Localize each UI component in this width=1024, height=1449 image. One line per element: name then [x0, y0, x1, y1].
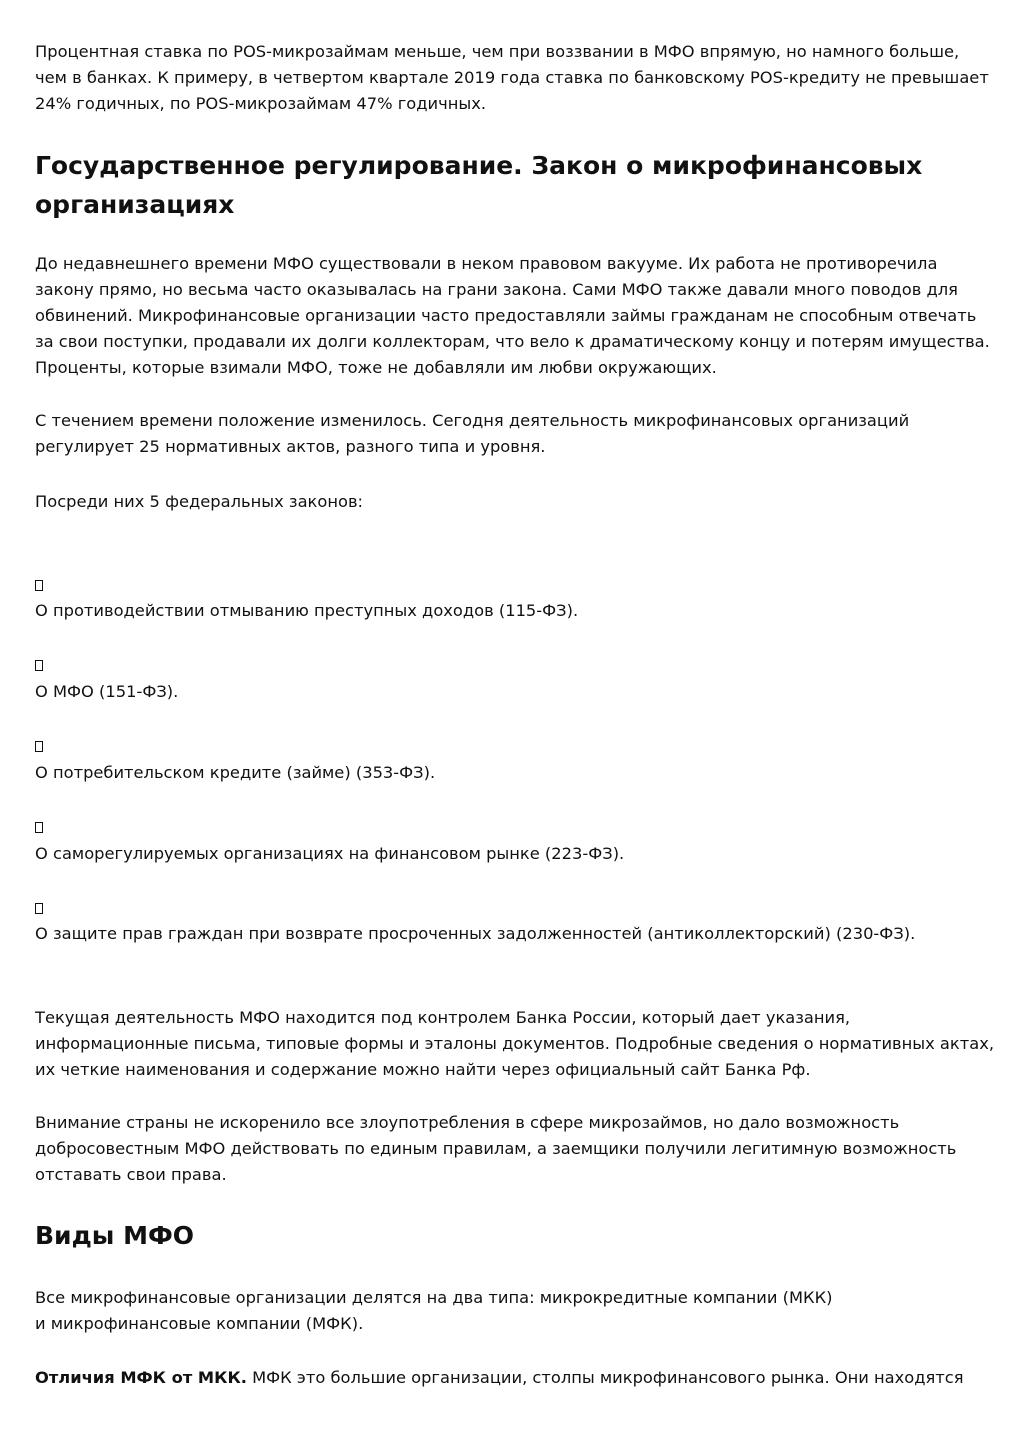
missing-glyph-icon [35, 655, 43, 675]
missing-glyph-icon [35, 736, 43, 756]
heading-regulation: Государственное регулирование. Закон о микрофинансовых организациях [35, 151, 923, 219]
law-item: О саморегулируемых организациях на финансовом рынке (223-ФЗ). [35, 844, 625, 863]
law-item: О защите прав граждан при возврате просроченных задолженностей (антиколлекторский) (230-ФЗ). [35, 924, 916, 943]
law-item: О потребительском кредите (займе) (353-ФЗ). [35, 763, 436, 782]
types-intro-line-1: Все микрофинансовые организации делятся на два типа: микрокредитные компании (МКК) [35, 1288, 833, 1307]
missing-glyph-icon [35, 898, 43, 918]
paragraph-differences [35, 1365, 995, 1391]
paragraph-types-intro [35, 1285, 995, 1337]
heading-types: Виды МФО [35, 1221, 194, 1250]
paragraph-federal-laws-intro: Посреди них 5 федеральных законов: [35, 492, 364, 511]
paragraph-pos-rate: Процентная ставка по POS-микрозаймам меньше, чем при воззвании в МФО впрямую, но намного больше, чем в банках. К примеру, в четвертом квартале 2019 года ставка по банковскому POS-кредиту не превышает 24% годичных, по POS-микрозаймам 47% годичных. [35, 42, 989, 113]
types-intro-line-2: и микрофинансовые компании (МФК). [35, 1314, 364, 1333]
paragraph-bank-control: Текущая деятельность МФО находится под контролем Банка России, который дает указания, информационные письма, типовые формы и эталоны документов. Подробные сведения о нормативных актах, их четкие наименования и содержание можно найти через официальный сайт Банка Рф. [35, 1008, 995, 1079]
differences-lead: Отличия МФК от МКК. [35, 1368, 247, 1387]
missing-glyph-icon [35, 817, 43, 837]
paragraph-situation-changed: С течением времени положение изменилось. Сегодня деятельность микрофинансовых организаций регулирует 25 нормативных актов, разного типа и уровня. [35, 411, 910, 456]
paragraph-attention: Внимание страны не искоренило все злоупотребления в сфере микрозаймов, но дало возможность добросовестным МФО действовать по единым правилам, а заемщики получили легитимную возможность отставать свои права. [35, 1113, 957, 1184]
paragraph-intro-vacuum: До недавнешнего времени МФО существовали в неком правовом вакууме. Их работа не противоречила закону прямо, но весьма часто оказывалась на грани закона. Сами МФО также давали много поводов для обвинений. Микрофинансовые организации часто предоставляли займы гражданам не способным отвечать за свои поступки, продавали их долги коллекторам, что вело к драматическому концу и потерям имущества. Проценты, которые взимали МФО, тоже не добавляли им любви окружающих. [35, 254, 990, 377]
law-item: О МФО (151-ФЗ). [35, 682, 179, 701]
law-item: О противодействии отмыванию преступных доходов (115-ФЗ). [35, 601, 579, 620]
differences-text: МФК это большие организации, столпы микрофинансового рынка. Они находятся [246, 1368, 964, 1387]
missing-glyph-icon [35, 575, 43, 595]
